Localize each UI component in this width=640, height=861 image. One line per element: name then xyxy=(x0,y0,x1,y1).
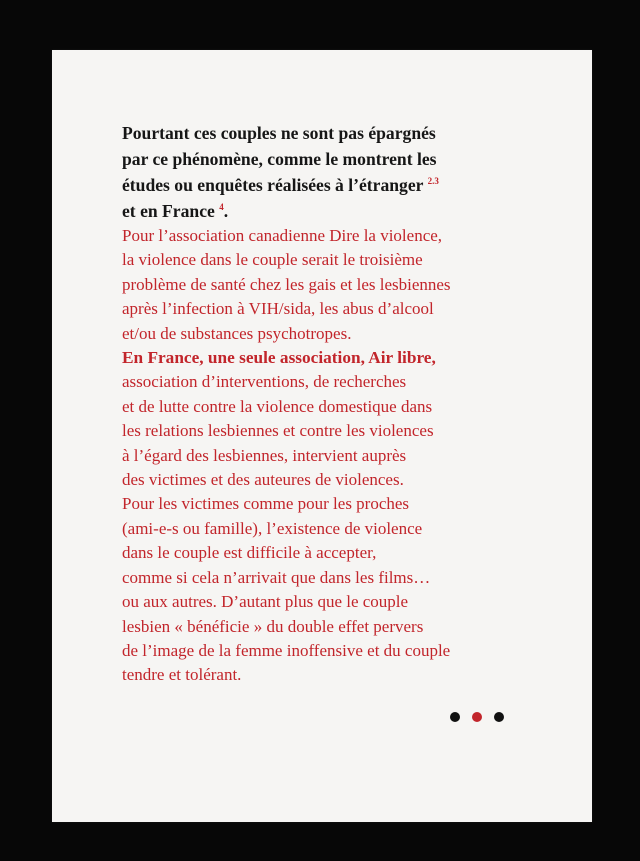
body-line: après l’infection à VIH/sida, les abus d’alcool xyxy=(122,299,434,319)
footnote-ref: 2.3 xyxy=(427,176,439,187)
body-line: tendre et tolérant. xyxy=(122,665,242,685)
body-line: (ami-e-s ou famille), l’existence de violence xyxy=(122,518,423,538)
lead-end-punct: . xyxy=(223,201,229,221)
footnote-ref: 4 xyxy=(219,202,224,213)
page-dot xyxy=(450,712,460,722)
body-line: à l’égard des lesbiennes, intervient auprès xyxy=(122,445,407,465)
lead-line: par ce phénomène, comme le montrent les xyxy=(122,149,437,169)
lead-line xyxy=(122,172,532,198)
document-page xyxy=(52,50,592,822)
lead-line-text: et en France xyxy=(122,201,215,221)
pagination-dots xyxy=(450,712,504,722)
body-line: comme si cela n’arrivait que dans les films… xyxy=(122,567,431,587)
body-line: association d’interventions, de recherches xyxy=(122,372,407,392)
body-line: dans le couple est difficile à accepter, xyxy=(122,543,377,563)
text-block xyxy=(122,120,532,688)
lead-line xyxy=(122,198,532,224)
lead-line-text: études ou enquêtes réalisées à l’étranger xyxy=(122,175,424,195)
paragraph-france xyxy=(122,346,532,688)
page-dot-active xyxy=(472,712,482,722)
page-dot xyxy=(494,712,504,722)
lead-line: Pourtant ces couples ne sont pas épargnés xyxy=(122,123,436,143)
body-line: Pour les victimes comme pour les proches xyxy=(122,494,410,514)
body-line: problème de santé chez les gais et les lesbiennes xyxy=(122,274,451,294)
body-line: les relations lesbiennes et contre les violences xyxy=(122,421,434,441)
body-line: et de lutte contre la violence domestique dans xyxy=(122,396,433,416)
body-line: de l’image de la femme inoffensive et du couple xyxy=(122,640,451,660)
body-line: la violence dans le couple serait le troisième xyxy=(122,250,423,270)
body-line: lesbien « bénéficie » du double effet pervers xyxy=(122,616,424,636)
body-line: et/ou de substances psychotropes. xyxy=(122,323,352,343)
paragraph-heading: En France, une seule association, Air libre, xyxy=(122,348,436,368)
paragraph-canada xyxy=(122,224,532,346)
body-line: des victimes et des auteures de violences. xyxy=(122,470,404,490)
body-line: Pour l’association canadienne Dire la violence, xyxy=(122,226,443,245)
body-line: ou aux autres. D’autant plus que le couple xyxy=(122,592,409,612)
lead-paragraph xyxy=(122,120,532,224)
